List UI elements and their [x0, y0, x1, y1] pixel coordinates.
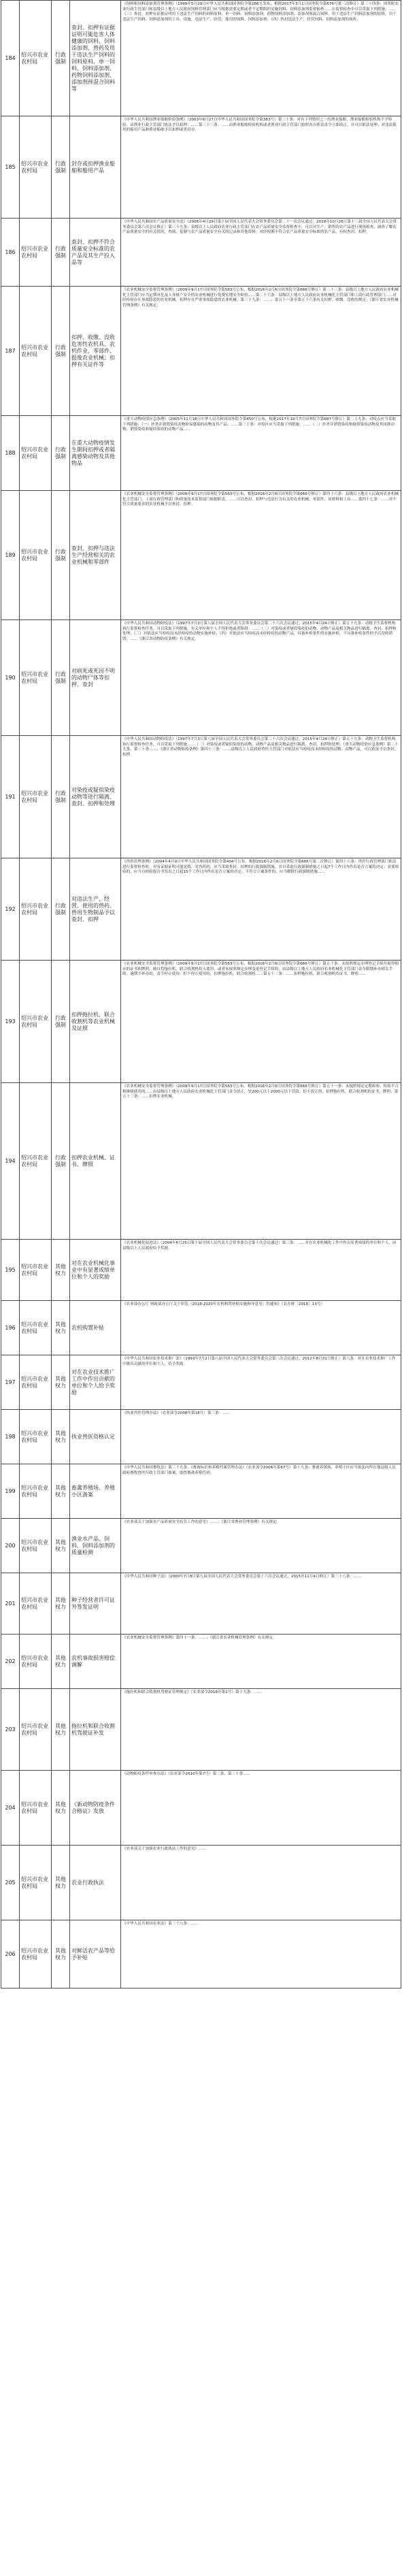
row-number: 195 [1, 1240, 20, 1301]
table-row [1, 1519, 401, 1573]
row-number: 192 [1, 858, 20, 961]
authority-cell: 绍兴市农业农村局 [20, 961, 52, 1083]
table-row [1, 1083, 401, 1240]
authority-cell: 绍兴市农业农村局 [20, 1240, 52, 1301]
item-name-cell: 《新动物防疫条件合格证》发放 [70, 1771, 121, 1846]
item-name-cell: 对鲜活农产品等给予补贴 [70, 1920, 121, 1989]
authority-cell: 绍兴市农业农村局 [20, 1846, 52, 1920]
authority-cell: 绍兴市农业农村局 [20, 1, 52, 116]
table-row [1, 1, 401, 116]
legal-basis-cell: 《农业部关于加强农业行政执法工作的意见》…… [121, 1846, 401, 1920]
power-type-cell: 其他权力 [52, 1920, 70, 1989]
authority-cell: 绍兴市农业农村局 [20, 1573, 52, 1635]
row-number: 206 [1, 1920, 20, 1989]
table-row [1, 1846, 401, 1920]
legal-basis-cell: 《中华人民共和国农业技术推广法》（1993年7月2日第八届全国人民代表大会常务委员会第二次会议通过，2012年8月31日修正）第八条：对在农业技术推广工作中做出贡献的单位和个人，给予奖励。 [121, 1355, 401, 1410]
item-name-cell: 农业行政执法 [70, 1846, 121, 1920]
legal-basis-cell: 《农业机械安全监督管理条例》第四十一条：……；《浙江省农业机械管理条例》有关规定。 [121, 1635, 401, 1689]
legal-basis-cell: 《中华人民共和国农业法》第三十八条：…… [121, 1920, 401, 1989]
authority-cell: 绍兴市农业农村局 [20, 1635, 52, 1689]
row-number: 191 [1, 736, 20, 858]
legal-basis-cell: 《农业部关于加强水产品质量安全监管工作的意见》……；《浙江省渔业管理条例》有关规定。 [121, 1519, 401, 1573]
table-row [1, 1689, 401, 1771]
legal-basis-cell: 《农业机械安全监督管理条例》（2009年9月17日国务院令第563号公布，根据2016年2月6日国务院令第666号修订）第二十三条：县级以上地方人民政府农业机械化主管部门应当定期对危及人身财产安全的农业机械进行免费实地安全检验……第二十六条：县级以上地方人民政府农业机械化主管部门和工商行政管理部门……对经检验存在事故隐患的农业机械，扣押存在严重事故隐患的农业机械；第三十九条：……；第五十一条至第五十六条有关扣押、收缴、没收的规定；《浙江省农业机械管理条例》有关规定。 [121, 287, 401, 416]
table-body [1, 1, 401, 1989]
power-type-cell: 行政强制 [52, 116, 70, 219]
item-name-cell: 对在农业机械化事业中有显著成绩单位和个人的奖励 [70, 1240, 121, 1301]
item-name-cell: 扣押、收缴、没收危害性农机具、农机作业、零部件、报废农业机械；扣押有关证件等 [70, 287, 121, 416]
authority-cell: 绍兴市农业农村局 [20, 1771, 52, 1846]
authority-cell: 绍兴市农业农村局 [20, 736, 52, 858]
table-row [1, 491, 401, 620]
table-row [1, 219, 401, 287]
table-row [1, 1464, 401, 1519]
authority-cell: 绍兴市农业农村局 [20, 858, 52, 961]
authority-cell: 绍兴市农业农村局 [20, 491, 52, 620]
authority-cell: 绍兴市农业农村局 [20, 1355, 52, 1410]
item-name-cell: 种子经营者许可证外签发证明 [70, 1573, 121, 1635]
legal-basis-cell: 《中华人民共和国畜牧法》第三十九条、《畜禽标识和养殖档案管理办法》（农业部令2006年第67号）第十九条：畜禽养殖场、养殖小区应当依法向所在地县级人民政府畜牧兽医行政主管部门备案，取得畜禽养殖代码。 [121, 1464, 401, 1519]
table-row [1, 1920, 401, 1989]
authority-cell: 绍兴市农业农村局 [20, 1410, 52, 1464]
power-type-cell: 行政强制 [52, 1, 70, 116]
row-number: 197 [1, 1355, 20, 1410]
power-type-cell: 其他权力 [52, 1846, 70, 1920]
legal-basis-cell: 《中华人民共和国渔业船舶检验条例》（2003年6月27日中华人民共和国国务院令第383号）第三十条：对有下列情形之一的渔业船舶，渔业船舶检验机构不予检验，由渔业行政主管部门依法予以扣押：……第三十三条：……由渔业船舶检验机构或者渔业行政主管部门按照各自职责责令立即改正，并可以依法处理；对违法使用的船用产品和渔业船舶予以扣押或者封存。 [121, 116, 401, 219]
item-name-cell: 对染疫或疑似染疫动物等进行隔离、查封、扣押和处理 [70, 736, 121, 858]
item-name-cell: 在重大动物疫情发生期间扣押或者隔离感染动物及其他物品 [70, 416, 121, 491]
table-row [1, 116, 401, 219]
legal-basis-cell: 《饲料和饲料添加剂管理条例》（1999年5月29日中华人民共和国国务院令第266号发布，根据2017年3月1日国务院令第676号第三次修订）第三十四条：国务院农业行政主管部门和县级以上地方人民政府饲料管理部门应当根据需要定期或者不定期组织实施饲料、饲料添加剂监督抽查……在监督检查中可以采取下列措施：……（三）查封、扣押有证据证明用于违法生产饲料的饲料原料、单一饲料、饲料添加剂、药物饲料添加剂、添加剂预混合饲料，用于违法生产饲料添加剂的原料，用于违法生产饲料、饲料添加剂的工具、设施，违法生产、经营、使用的饲料、饲料添加剂；（四）查封违法生产、经营饲料、饲料添加剂的场所。 [121, 1, 401, 116]
row-number: 204 [1, 1771, 20, 1846]
power-type-cell: 其他权力 [52, 1301, 70, 1355]
power-type-cell: 其他权力 [52, 1771, 70, 1846]
row-number: 189 [1, 491, 20, 620]
table-row [1, 620, 401, 736]
table-row [1, 961, 401, 1083]
power-type-cell: 行政强制 [52, 219, 70, 287]
authority-cell: 绍兴市农业农村局 [20, 1519, 52, 1573]
item-name-cell: 扣押农业机械、证书、牌照 [70, 1083, 121, 1240]
row-number: 203 [1, 1689, 20, 1771]
row-number: 199 [1, 1464, 20, 1519]
table-row [1, 858, 401, 961]
legal-basis-cell: 《重大动物疫情应急条例》（2005年11月18日中华人民共和国国务院令第450号公布，根据2017年10月7日国务院令第687号修订）第二十九条：对疫点应当采取下列措施：（一）扑杀并销毁染疫动物和易感染的动物及其产品；……第三十条：对疫区应当采取下列措施：……（二）扑杀并销毁染疫和疑似染疫动物及其同群动物，销毁染疫和疑似染疫的动物产品…… [121, 416, 401, 491]
row-number: 202 [1, 1635, 20, 1689]
legal-basis-cell: 《拖拉机和联合收割机驾驶证管理规定》（农业部令2018年第1号）第十九条：…… [121, 1689, 401, 1771]
authority-cell: 绍兴市农业农村局 [20, 219, 52, 287]
legal-basis-cell: 《农业机械安全监督管理条例》（2009年9月17日国务院令第563号公布，根据2016年2月6日国务院令第666号修订）第五十条：未按照规定办理登记手续并取得相应的证书和牌照，擅自将拖拉机、联合收割机投入使用，或者未按照规定办理变更登记手续的，由县级以上地方人民政府农业机械化主管部门责令限期补办相关手续；逾期不补办的，责令停止使用；拒不停止使用的，扣押拖拉机、联合收割机……第五十二条：……扣押拖拉机、联合收割机的证书、牌照…… [121, 961, 401, 1083]
table-row [1, 1355, 401, 1410]
item-name-cell: 拖拉机和联合收割机驾驶证补发 [70, 1689, 121, 1771]
table-row [1, 1410, 401, 1464]
power-type-cell: 行政强制 [52, 416, 70, 491]
row-number: 205 [1, 1846, 20, 1920]
legal-basis-cell: 《兽药管理条例》（2004年4月9日中华人民共和国国务院令第404号公布，根据2016年2月6日国务院令第666号第二次修订）第四十六条：兽医行政管理部门依法进行监督检查时，对有证据证明可能是假、劣兽药的，应当采取查封、扣押的行政强制措施，并自采取行政强制措施之日起7个工作日内作出是否立案的决定；需要检验的，应当自检验报告书发出之日起15个工作日内作出是否立案的决定；不符合立案条件的，应当解除行政强制措施…… [121, 858, 401, 961]
legal-basis-cell: 《中华人民共和国动物防疫法》（1997年7月3日第八届全国人民代表大会常务委员会第二十六次会议通过，2015年4月24日修正）第五十九条：动物卫生监督机构执行监督检查任务，可以采取下列措施，有关单位和个人不得拒绝或者阻碍：……（二）对染疫或者疑似染疫的动物、动物产品及相关物品进行隔离、查封、扣押和处理；（三）对依法应当检疫而未经检疫的动物实施补检；（四）对依法应当检疫而未经检疫的动物产品，具备补检条件的实施补检，不具备补检条件的予以没收销毁；……《浙江省动物防疫条例》有关规定。 [121, 620, 401, 736]
row-number: 184 [1, 1, 20, 116]
legal-basis-cell: 《中华人民共和国种子法》（2000年7月8日第九届全国人民代表大会常务委员会第十六次会议通过，2015年11月4日修订）第三十八条：…… [121, 1573, 401, 1635]
authority-cell: 绍兴市农业农村局 [20, 1689, 52, 1771]
authority-cell: 绍兴市农业农村局 [20, 1301, 52, 1355]
row-number: 186 [1, 219, 20, 287]
legal-basis-cell: 《中华人民共和国农产品质量安全法》（2006年4月29日第十届全国人民代表大会常务委员会第二十一次会议通过；2018年10月26日第十三届全国人民代表大会常务委员会第六次会议修正）第三十九条：县级以上人民政府农业行政主管部门在农产品质量安全监督检查中，可以对生产、销售的农产品进行现场检查，调查了解农产品质量安全的有关情况，查阅、复制与农产品质量安全有关的记录和其他资料；对经检测不符合农产品质量安全标准的农产品，有权查封、扣押。 [121, 219, 401, 287]
table-row [1, 1771, 401, 1846]
power-type-cell: 其他权力 [52, 1410, 70, 1464]
authority-cell: 绍兴市农业农村局 [20, 116, 52, 219]
authority-cell: 绍兴市农业农村局 [20, 416, 52, 491]
item-name-cell: 查封、扣押不符合质量安全标准的农产品及其生产投入品等 [70, 219, 121, 287]
legal-basis-cell: 《动物防疫条件审查办法》（农业部令2010年第7号）第二条、第三十条…… [121, 1771, 401, 1846]
item-name-cell: 封存或扣押渔业船舶和船用产品 [70, 116, 121, 219]
power-type-cell: 行政强制 [52, 736, 70, 858]
authority-cell: 绍兴市农业农村局 [20, 1464, 52, 1519]
authority-cell: 绍兴市农业农村局 [20, 620, 52, 736]
item-name-cell: 农机购置补贴 [70, 1301, 121, 1355]
table-row [1, 1240, 401, 1301]
power-type-cell: 行政强制 [52, 961, 70, 1083]
power-type-cell: 行政强制 [52, 287, 70, 416]
power-list-table [1, 0, 401, 1989]
power-type-cell: 行政强制 [52, 620, 70, 736]
item-name-cell: 查封、扣押与违法生产经营相关的农业机械和零部件 [70, 491, 121, 620]
power-type-cell: 行政强制 [52, 491, 70, 620]
row-number: 193 [1, 961, 20, 1083]
power-type-cell: 其他权力 [52, 1519, 70, 1573]
legal-basis-cell: 《执业兽医管理办法》（农业部令2008年第18号）第三条：…… [121, 1410, 401, 1464]
power-type-cell: 其他权力 [52, 1355, 70, 1410]
table-row [1, 1573, 401, 1635]
item-name-cell: 对违法生产、经营、使用的兽药、兽用生物制品予以查封、扣押 [70, 858, 121, 961]
legal-basis-cell: 《中华人民共和国动物防疫法》（1997年7月3日第八届全国人民代表大会常务委员会第二十六次会议通过，2015年4月24日修正）第五十九条：动物卫生监督机构执行监督检查任务，可以采取下列措施……（二）对染疫或者疑似染疫的动物、动物产品及相关物品进行隔离、查封、扣押和处理；《重大动物疫情应急条例》第二十九条、第三十条……；《浙江省动物防疫条例》第四十三条：……县级以上人民政府兽医主管部门对依法应当检疫而未经检疫的动物、动物产品，可以依法予以查封、扣押。 [121, 736, 401, 858]
power-type-cell: 行政强制 [52, 1083, 70, 1240]
legal-basis-cell: 《农业机械安全监督管理条例》（2009年9月17日国务院令第563号公布，根据2016年2月6日国务院令第666号修订）第四十六条：县级以上地方人民政府农业机械化主管部门、工商行政管理部门和质量技术监督部门根据职责，……可以查封、扣押与违法行为有关的农业机械、零部件、原材料和工具……第四十七条：……对不符合质量要求的农业机械予以查封、扣押。 [121, 491, 401, 620]
legal-basis-cell: 《农业机械安全监督管理条例》（2009年9月17日国务院令第563号公布，根据2016年2月6日国务院令第666号修订）第五十一条：未按照规定定期检验、检验不合格继续使用的……由县级以上地方人民政府农业机械化主管部门责令改正，处200元以上2000元以下罚款；拒不改正的，扣押拖拉机、联合收割机的证书、牌照；第五十三条：……扣押农业机械。 [121, 1083, 401, 1240]
row-number: 187 [1, 287, 20, 416]
authority-cell: 绍兴市农业农村局 [20, 1083, 52, 1240]
row-number: 196 [1, 1301, 20, 1355]
authority-cell: 绍兴市农业农村局 [20, 287, 52, 416]
row-number: 201 [1, 1573, 20, 1635]
authority-cell: 绍兴市农业农村局 [20, 1920, 52, 1989]
table-row [1, 416, 401, 491]
table-container [1, 0, 401, 1989]
power-type-cell: 其他权力 [52, 1240, 70, 1301]
item-name-cell: 对在农业技术推广工作中作出贡献的单位和个人给予奖励 [70, 1355, 121, 1410]
power-type-cell: 行政强制 [52, 858, 70, 961]
row-number: 200 [1, 1519, 20, 1573]
row-number: 198 [1, 1410, 20, 1464]
table-row [1, 1635, 401, 1689]
item-name-cell: 农机事故损害赔偿调解 [70, 1635, 121, 1689]
item-name-cell: 畜禽养殖场、养殖小区备案 [70, 1464, 121, 1519]
item-name-cell: 执业兽医资格认定 [70, 1410, 121, 1464]
row-number: 188 [1, 416, 20, 491]
power-type-cell: 其他权力 [52, 1464, 70, 1519]
row-number: 190 [1, 620, 20, 736]
row-number: 185 [1, 116, 20, 219]
table-row [1, 1301, 401, 1355]
table-row [1, 287, 401, 416]
power-type-cell: 其他权力 [52, 1635, 70, 1689]
power-type-cell: 其他权力 [52, 1689, 70, 1771]
legal-basis-cell: 《农业机械化促进法》（2004年6月25日第十届全国人民代表大会常务委员会第十次会议通过）第三条：……对在农业机械化工作中作出显著成绩的单位和个人，由县级以上人民政府给予奖励。 [121, 1240, 401, 1301]
item-name-cell: 扣押拖拉机、联合收割机等农业机械及证照 [70, 961, 121, 1083]
item-name-cell: 渔业水产品、饲料、饲料添加剂的质量检测 [70, 1519, 121, 1573]
table-row [1, 736, 401, 858]
item-name-cell: 查封、扣押有证据证明可能危害人体健康的饲料、饲料添加剂、兽药及用于违法生产饲料的饲料原料、单一饲料、饲料添加剂、药物饲料添加剂、添加剂预混合饲料等 [70, 1, 121, 116]
item-name-cell: 对病死或死因不明的动物尸体等扣押、查封 [70, 620, 121, 736]
legal-basis-cell: 《农业部办公厅 财政部办公厅关于印发〈2018-2020年农机购置补贴实施指导意见〉的通知》（农办财〔2018〕13号） [121, 1301, 401, 1355]
row-number: 194 [1, 1083, 20, 1240]
power-type-cell: 其他权力 [52, 1573, 70, 1635]
